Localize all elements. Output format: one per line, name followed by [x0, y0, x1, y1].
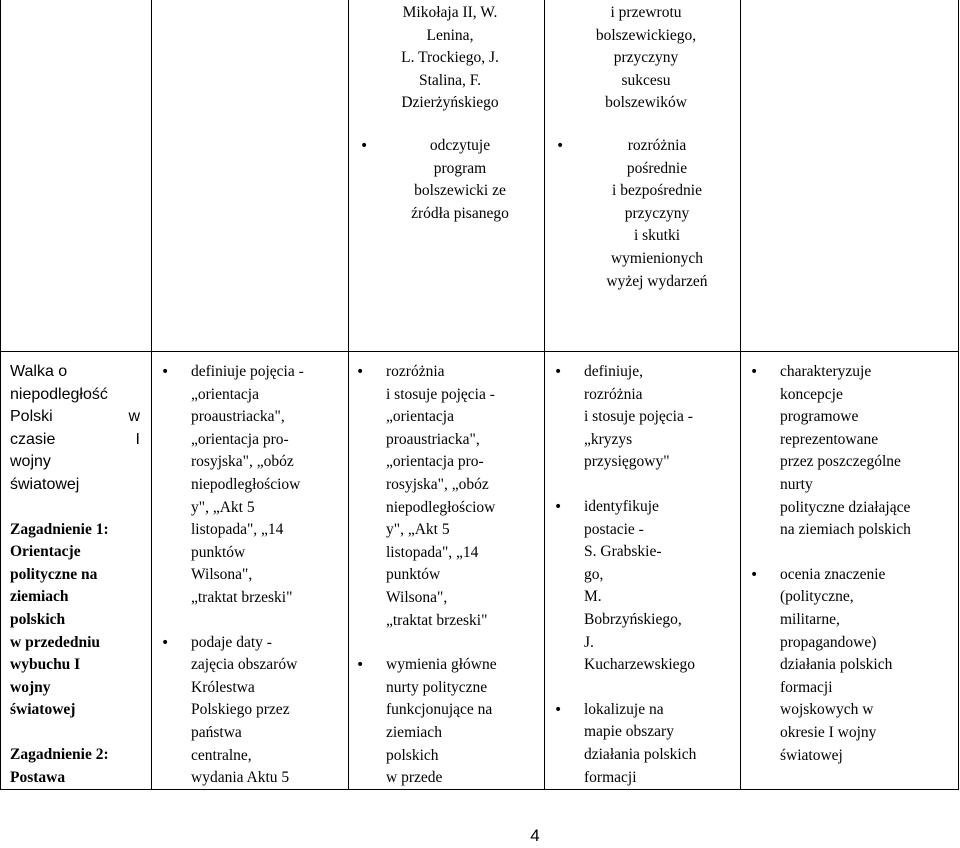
- text-line: J.: [584, 633, 594, 651]
- text-line: reprezentowane: [780, 430, 879, 448]
- top-col2-leaders-text: [360, 2, 540, 115]
- text-line: Wilsona",: [386, 588, 448, 606]
- col2-bullet-item: [356, 361, 542, 632]
- text-line: proaustriacka",: [191, 408, 285, 426]
- text-line: definiuje pojęcia -: [191, 363, 304, 380]
- text-line: „orientacja pro-: [386, 453, 484, 471]
- text-line: bolszewicki ze: [414, 182, 506, 200]
- text-line: wymienionych: [610, 249, 704, 267]
- text-line: (polityczne,: [780, 588, 854, 606]
- text-line: identyfikuje: [584, 497, 659, 515]
- grid-hline-row-divider: [0, 351, 959, 352]
- text-line: światowej: [780, 746, 843, 764]
- grid-vline-3: [348, 0, 349, 790]
- text-line: Orientacje: [10, 543, 81, 561]
- text-line: nurty: [780, 475, 813, 493]
- text-line: państwa: [191, 723, 242, 741]
- text-line: podaje daty -: [191, 633, 272, 651]
- bullet-icon: •: [360, 138, 369, 154]
- text-line: Bobrzyńskiego,: [584, 610, 682, 628]
- text-line: Wilsona",: [191, 566, 253, 584]
- top-col3-cell: [556, 2, 736, 115]
- text-line: i bezpośrednie: [612, 182, 702, 200]
- text-line: na ziemiach polskich: [780, 521, 911, 539]
- bullet-icon: •: [750, 566, 759, 583]
- col3-bullet-item: [554, 496, 738, 677]
- text-line: Lenina,: [426, 26, 474, 44]
- bullet-icon: •: [554, 701, 563, 718]
- text-line: sukcesu: [621, 71, 671, 89]
- bullet-icon: •: [161, 364, 170, 380]
- grid-vline-5: [740, 0, 741, 790]
- text-line: światowej: [10, 475, 80, 493]
- topic-issue-2: [10, 744, 140, 789]
- topic-title: [10, 361, 140, 497]
- text-line: wojskowych w: [780, 701, 874, 719]
- text-line: ziemiach: [10, 588, 69, 606]
- text-word: w: [128, 408, 140, 426]
- grid-vline-4: [544, 0, 545, 790]
- text-line: formacji: [780, 678, 833, 696]
- text-line: polityczne działające: [780, 498, 911, 516]
- text-line: wojny: [10, 678, 51, 696]
- text-line: postacie -: [584, 520, 644, 538]
- text-line: i skutki: [633, 227, 681, 245]
- text-line: w przededniu: [10, 633, 100, 651]
- text-line: Stalina, F.: [418, 71, 482, 89]
- text-line: niepodległościow: [191, 475, 301, 493]
- text-line: L. Trockiego, J.: [401, 49, 499, 67]
- text-line: punktów: [386, 566, 441, 584]
- text-line: listopada", „14: [386, 543, 479, 561]
- text-line: polskich: [386, 746, 439, 764]
- text-line: formacji: [584, 768, 637, 786]
- text-line: Walka o: [10, 363, 68, 380]
- col2-bullet-item: [356, 654, 542, 790]
- col1-bullet-item: [161, 361, 346, 610]
- text-line: Mikołaja II, W.: [402, 4, 498, 21]
- text-line: go,: [584, 565, 604, 583]
- text-line: „traktat brzeski": [191, 588, 293, 606]
- text-line: „orientacja pro-: [191, 430, 289, 448]
- col4-bullet-item: [750, 564, 955, 767]
- text-line: niepodległościow: [386, 498, 496, 516]
- text-word: czasie: [10, 430, 56, 448]
- grid-vline-1: [0, 0, 1, 790]
- page-number: 4: [530, 826, 540, 845]
- text-line: programowe: [780, 408, 859, 426]
- text-line: definiuje,: [584, 363, 643, 380]
- col4-bullet-item: [750, 361, 955, 542]
- text-line: przyczyny: [613, 49, 679, 67]
- text-line: Królestwa: [191, 678, 255, 696]
- text-line: przyczyny: [624, 204, 690, 222]
- col3-bullet-item: [554, 699, 738, 789]
- text-line: propagandowe): [780, 633, 877, 651]
- top-col2-bullet-item: [360, 135, 540, 225]
- col1-cell: [161, 361, 346, 812]
- bullet-icon: •: [554, 364, 563, 380]
- text-line: koncepcje: [780, 385, 843, 403]
- text-line: i stosuje pojęcia -: [386, 385, 495, 403]
- text-line: źródła pisanego: [411, 204, 509, 222]
- text-line: „traktat brzeski": [386, 611, 488, 629]
- text-line: Zagadnienie 2:: [10, 745, 109, 763]
- text-line: niepodległość: [10, 385, 108, 403]
- bullet-icon: •: [554, 498, 563, 515]
- col3-cell: [554, 361, 738, 811]
- text-line: Zagadnienie 1:: [10, 520, 109, 538]
- text-line: wydania Aktu 5: [191, 769, 290, 787]
- text-line: rosyjska", „obóz: [386, 475, 489, 493]
- text-line: rozróżnia: [627, 137, 687, 154]
- text-line: Kucharzewskiego: [584, 656, 696, 674]
- col2-cell: [356, 361, 542, 812]
- text-line: ziemiach: [386, 723, 442, 741]
- text-line: charakteryzuje: [780, 363, 872, 380]
- text-line: rosyjska", „obóz: [191, 453, 294, 471]
- text-word: I: [135, 430, 140, 448]
- text-line: wymienia główne: [386, 656, 497, 674]
- text-line: ocenia znaczenie: [780, 565, 886, 583]
- text-line: rozróżnia: [584, 385, 643, 403]
- text-line: „orientacja: [191, 385, 259, 403]
- text-line: punktów: [191, 543, 246, 561]
- col4-cell: [750, 361, 955, 789]
- text-line: proaustriacka",: [386, 430, 480, 448]
- text-line: M.: [584, 588, 602, 606]
- text-line: wyżej wydarzeń: [606, 272, 708, 290]
- topic-issue-1: [10, 519, 140, 722]
- text-line: nurty polityczne: [386, 678, 488, 696]
- text-line: i stosuje pojęcia -: [584, 408, 693, 426]
- text-line: pośrednie: [626, 159, 688, 177]
- text-line: polskich: [10, 610, 66, 628]
- text-line: przez poszczególne: [780, 453, 901, 471]
- text-line: światowej: [10, 701, 76, 719]
- text-line: przysięgowy": [584, 453, 670, 471]
- text-line: [10, 429, 140, 452]
- col1-bullet-item: [161, 632, 346, 790]
- text-line: i przewrotu: [610, 4, 682, 21]
- text-line: militarne,: [780, 610, 840, 628]
- bullet-icon: •: [356, 657, 365, 674]
- grid-vline-2: [151, 0, 152, 790]
- text-line: działania polskich: [780, 656, 893, 674]
- text-line: rozróżnia: [386, 363, 445, 380]
- bullet-icon: •: [161, 634, 170, 651]
- topic-cell: [10, 361, 140, 789]
- text-line: „kryzys: [584, 430, 633, 448]
- text-line: Dzierżyńskiego: [401, 94, 499, 112]
- text-line: zajęcia obszarów: [191, 656, 298, 674]
- text-line: mapie obszary: [584, 723, 674, 741]
- text-line: wojny: [10, 453, 51, 471]
- text-line: działania polskich: [584, 745, 697, 763]
- text-line: listopada", „14: [191, 521, 284, 539]
- top-col3-bullet-item: [556, 135, 736, 293]
- text-line: Polskiego przez: [191, 701, 290, 719]
- text-line: w przede: [386, 769, 443, 787]
- text-line: „orientacja: [386, 408, 454, 426]
- text-line: y", „Akt 5: [386, 521, 450, 539]
- bullet-icon: •: [556, 138, 565, 154]
- text-line: Postawa: [10, 768, 66, 786]
- text-line: polityczne na: [10, 565, 98, 583]
- text-line: centralne,: [191, 746, 252, 764]
- col3-bullet-item: [554, 361, 738, 474]
- text-word: Polski: [10, 408, 53, 426]
- text-line: y", „Akt 5: [191, 498, 255, 516]
- text-line: odczytuje: [429, 137, 491, 154]
- grid-vline-6: [958, 0, 959, 790]
- text-line: okresie I wojny: [780, 723, 877, 741]
- text-line: S. Grabskie-: [584, 543, 662, 561]
- text-line: bolszewików: [605, 94, 687, 112]
- bullet-icon: •: [750, 364, 759, 380]
- top-col2-cell: [360, 2, 540, 137]
- bullet-icon: •: [356, 364, 365, 380]
- text-line: wybuchu I: [10, 656, 81, 674]
- text-line: [10, 406, 140, 429]
- text-line: lokalizuje na: [584, 700, 664, 718]
- text-line: funkcjonujące na: [386, 701, 493, 719]
- text-line: program: [433, 159, 487, 177]
- text-line: bolszewickiego,: [595, 26, 697, 44]
